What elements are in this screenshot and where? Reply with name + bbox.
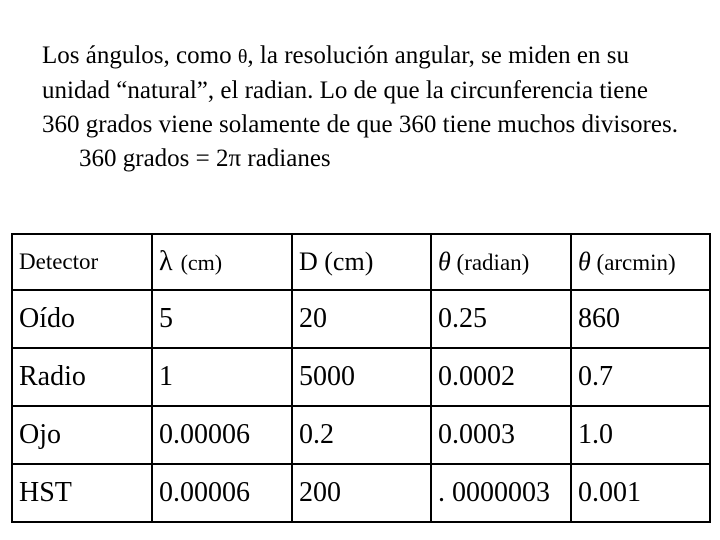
cell-d: 200 (292, 464, 431, 522)
lambda-unit: (cm) (180, 250, 223, 275)
header-theta-radian (431, 234, 571, 290)
cell-theta-arcmin: 0.7 (571, 348, 710, 406)
cell-theta-radian: 0.0003 (431, 406, 571, 464)
table-row (12, 464, 710, 522)
cell-d: 20 (292, 290, 431, 348)
cell-lambda: 1 (152, 348, 292, 406)
theta-arcmin-unit: (arcmin) (596, 250, 676, 275)
cell-detector: Radio (12, 348, 152, 406)
cell-theta-radian: 0.25 (431, 290, 571, 348)
lambda-symbol: λ (159, 246, 173, 277)
cell-d: 0.2 (292, 406, 431, 464)
header-theta-arcmin (571, 234, 710, 290)
cell-theta-arcmin: 860 (571, 290, 710, 348)
table-row (12, 406, 710, 464)
cell-lambda: 0.00006 (152, 406, 292, 464)
cell-detector: Ojo (12, 406, 152, 464)
header-d: D (cm) (292, 234, 431, 290)
cell-lambda: 0.00006 (152, 464, 292, 522)
cell-detector: Oído (12, 290, 152, 348)
cell-lambda: 5 (152, 290, 292, 348)
header-lambda (152, 234, 292, 290)
theta-symbol: θ (438, 247, 451, 276)
table-row (12, 290, 710, 348)
intro-text-part1: Los ángulos, como (42, 42, 238, 69)
intro-paragraph (42, 39, 682, 176)
table-row (12, 348, 710, 406)
cell-theta-arcmin: 1.0 (571, 406, 710, 464)
intro-text-part2: , la resolución angular, se miden en su unidad “natural”, el radian. Lo de que la circunferencia tiene 360 grados viene solamente de que 360 tiene muchos divisores. (42, 42, 678, 138)
table-header-row (12, 234, 710, 290)
header-detector: Detector (12, 234, 152, 290)
theta-radian-unit: (radian) (456, 250, 530, 275)
theta-symbol: θ (237, 46, 248, 68)
cell-theta-arcmin: 0.001 (571, 464, 710, 522)
theta-symbol: θ (578, 247, 591, 276)
detector-table (11, 233, 711, 523)
cell-d: 5000 (292, 348, 431, 406)
cell-theta-radian: 0.0002 (431, 348, 571, 406)
cell-theta-radian: . 0000003 (431, 464, 571, 522)
equation-line: 360 grados = 2π radianes (79, 145, 331, 172)
cell-detector: HST (12, 464, 152, 522)
